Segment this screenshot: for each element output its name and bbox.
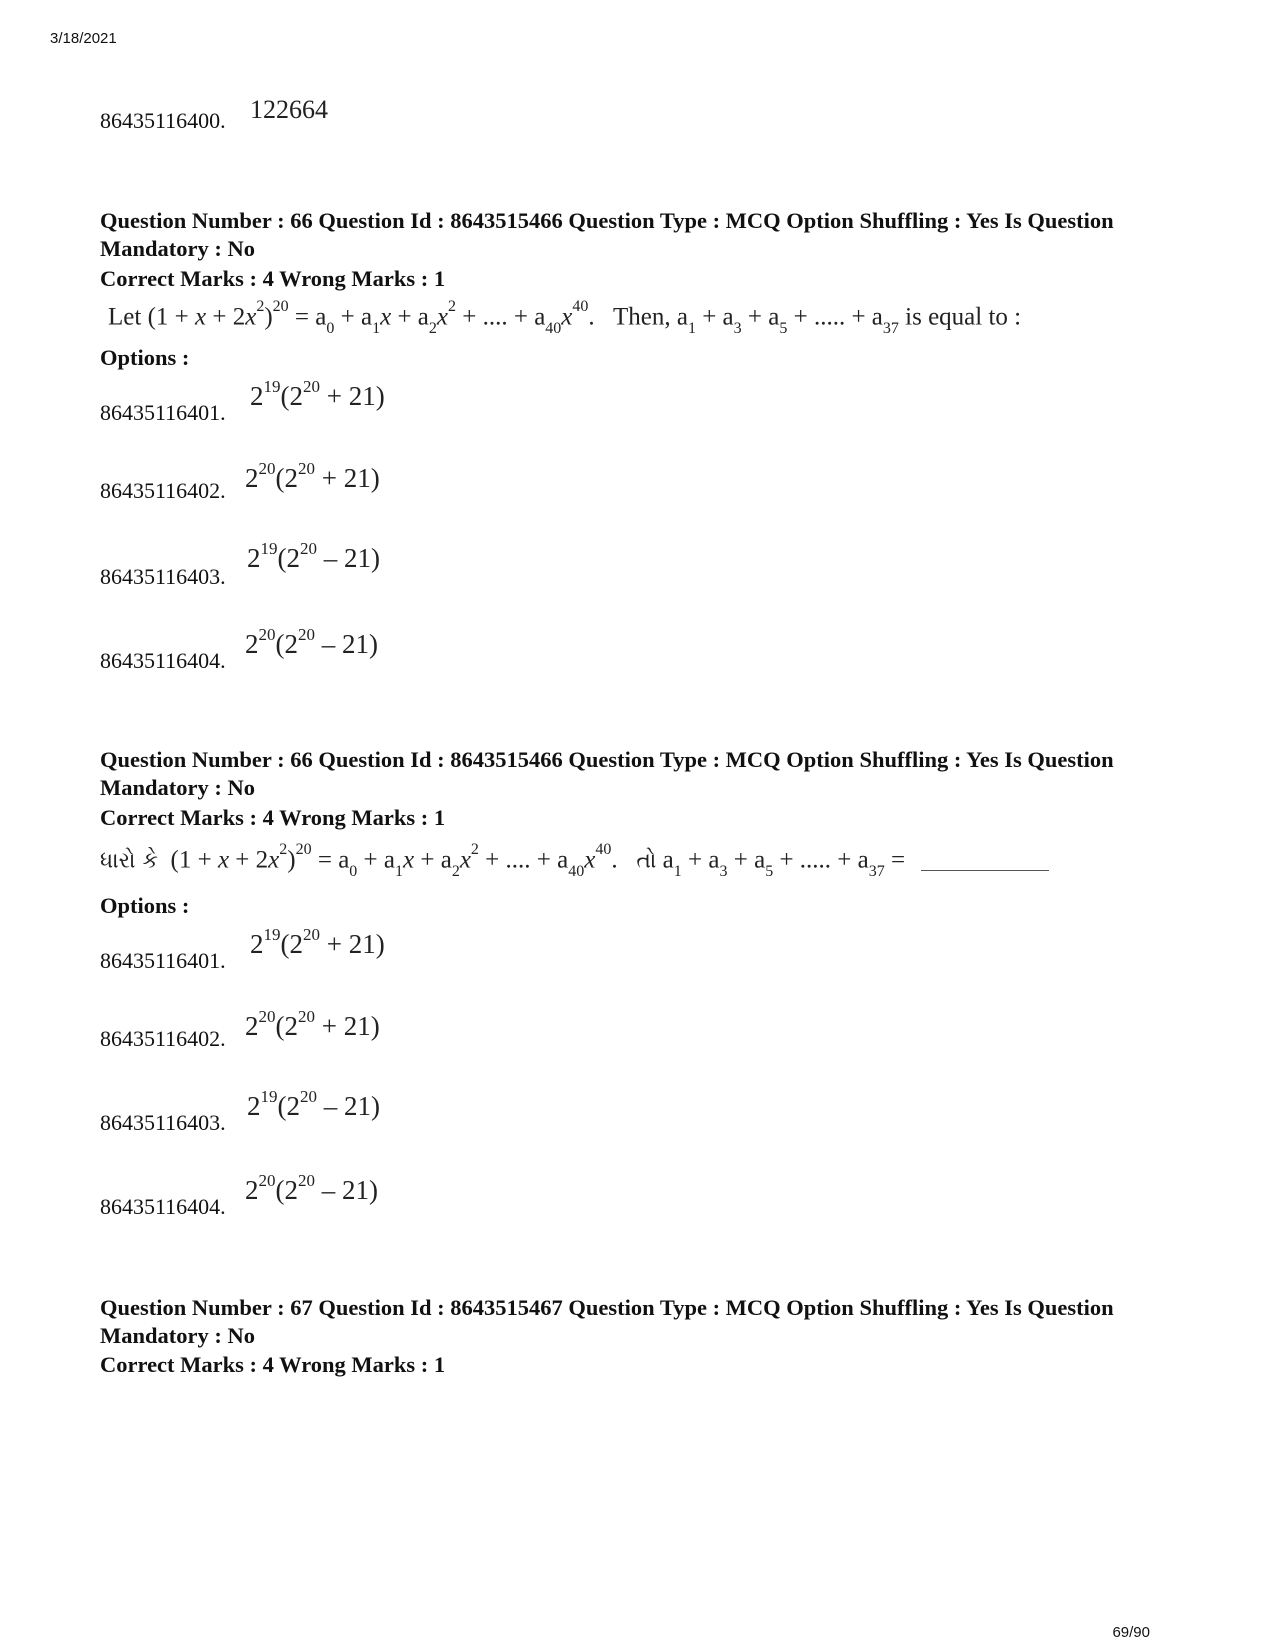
question-header: Question Number : 66 Question Id : 8643515466 Question Type : MCQ Option Shuffling : Yes Is Question Mandatory : No — [100, 208, 1114, 261]
option-id: 86435116402. — [100, 478, 226, 503]
question-intro: Let — [108, 303, 142, 331]
option-id: 86435116404. — [100, 648, 226, 673]
answer-blank — [921, 870, 1049, 871]
options-label: Options : — [100, 893, 190, 918]
question-then: તો — [636, 848, 657, 874]
option-value: 122664 — [250, 95, 328, 124]
option-id: 86435116400. — [100, 108, 226, 133]
question-marks: Correct Marks : 4 Wrong Marks : 1 — [100, 1352, 446, 1377]
page-number: 69/90 — [1112, 1624, 1150, 1641]
option-id: 86435116404. — [100, 1194, 226, 1219]
option-formula: $2^{20}(2^{20} - 21)$ — [245, 625, 378, 659]
option-formula: $2^{20}(2^{20} - 21)$ — [245, 1171, 378, 1205]
option-formula: $2^{19}(2^{20} + 21)$ — [250, 925, 385, 959]
option-id: 86435116403. — [100, 564, 226, 589]
option-formula: $2^{20}(2^{20} + 21)$ — [245, 1007, 380, 1041]
option-id: 86435116401. — [100, 400, 226, 425]
option-formula: $2^{20}(2^{20} + 21)$ — [245, 459, 380, 493]
question-then: Then, — [612, 303, 671, 331]
option-id: 86435116401. — [100, 948, 226, 973]
print-date: 3/18/2021 — [50, 30, 117, 47]
option-formula: $2^{19}(2^{20} - 21)$ — [247, 1087, 380, 1121]
question-header: Question Number : 66 Question Id : 8643515466 Question Type : MCQ Option Shuffling : Yes Is Question Mandatory : No — [100, 747, 1114, 800]
question-text: Let $(1 + x + 2x^2)^{20} = a_0 + a_1x + a_2x^2$ + .... + $a_{40}x^{40}$. Then, $a_1 + a_3 + a_5$ + ..... + $a_{37}$ is equal to : — [108, 298, 1022, 338]
option-id: 86435116402. — [100, 1026, 226, 1051]
option-id: 86435116403. — [100, 1110, 226, 1135]
options-label: Options : — [100, 345, 190, 370]
question-text: ધારો કે $(1 + x + 2x^2)^{20} = a_0 + a_1x + a_2x^2$ + .... + $a_{40}x^{40}$. તો $a_1 + a_3 + a_5$ + ..... + $a_{37}$ = — [100, 845, 1049, 878]
option-formula: $2^{19}(2^{20} + 21)$ — [250, 377, 385, 411]
option-formula: $2^{19}(2^{20} - 21)$ — [247, 539, 380, 573]
question-tail: is equal to : — [905, 303, 1022, 331]
question-header: Question Number : 67 Question Id : 8643515467 Question Type : MCQ Option Shuffling : Yes Is Question Mandatory : No — [100, 1295, 1114, 1348]
question-marks: Correct Marks : 4 Wrong Marks : 1 — [100, 805, 446, 830]
question-marks: Correct Marks : 4 Wrong Marks : 1 — [100, 266, 446, 291]
question-intro: ધારો કે — [100, 848, 158, 874]
